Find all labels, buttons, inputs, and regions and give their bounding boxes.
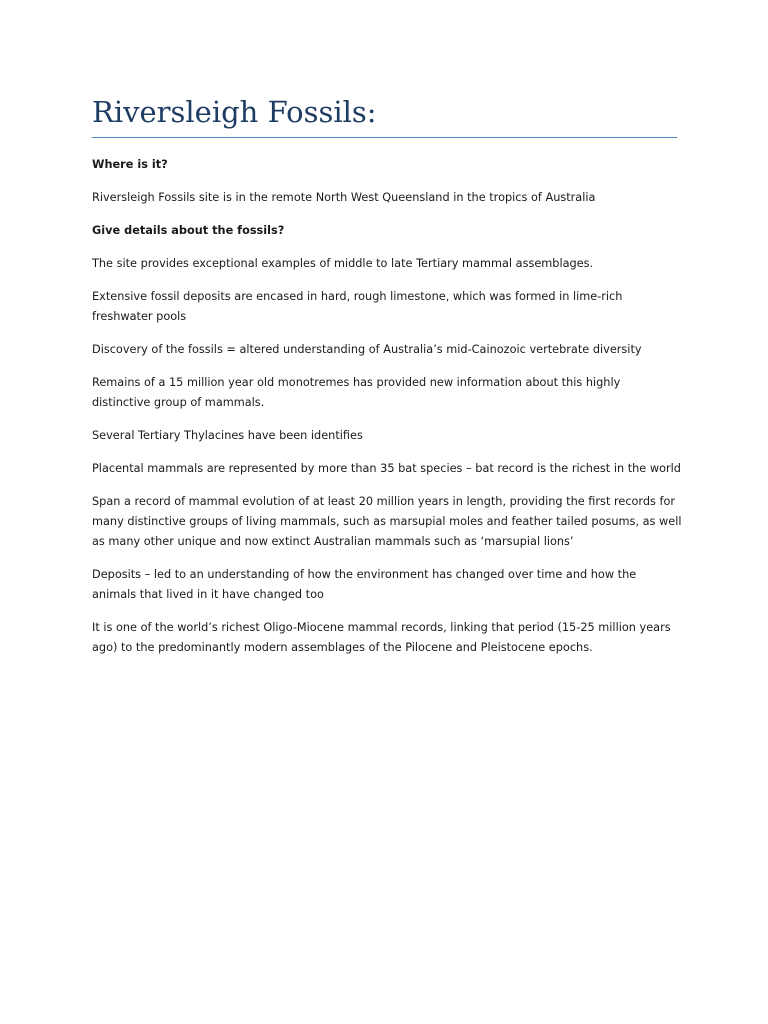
body-paragraph: Span a record of mammal evolution of at least 20 million years in length, providing the first records for many distinctive groups of living mammals, such as marsupial moles and feather tailed posums, as well as many other unique and now extinct Australian mammals such as ‘marsupial lions’ — [92, 495, 682, 548]
body-paragraph: It is one of the world’s richest Oligo-Miocene mammal records, linking that period (15-25 million years ago) to the predominantly modern assemblages of the Pilocene and Pleistocene epochs. — [92, 621, 671, 654]
body-paragraph: Several Tertiary Thylacines have been identifies — [92, 429, 363, 442]
body-paragraph: Extensive fossil deposits are encased in hard, rough limestone, which was formed in lime-rich freshwater pools — [92, 290, 623, 323]
question-heading: Where is it? — [92, 158, 168, 171]
question-heading: Give details about the fossils? — [92, 224, 285, 237]
document-body — [92, 155, 682, 671]
title-underline — [92, 137, 677, 138]
body-paragraph: Deposits – led to an understanding of how the environment has changed over time and how the animals that lived in it have changed too — [92, 568, 637, 601]
body-paragraph: Placental mammals are represented by more than 35 bat species – bat record is the richest in the world — [92, 462, 681, 475]
body-paragraph: The site provides exceptional examples of middle to late Tertiary mammal assemblages. — [92, 257, 594, 270]
page-title: Riversleigh Fossils: — [92, 95, 377, 129]
body-paragraph: Remains of a 15 million year old monotremes has provided new information about this highly distinctive group of mammals. — [92, 376, 621, 409]
body-paragraph: Discovery of the fossils = altered understanding of Australia’s mid-Cainozoic vertebrate diversity — [92, 343, 642, 356]
body-paragraph: Riversleigh Fossils site is in the remote North West Queensland in the tropics of Australia — [92, 191, 596, 204]
